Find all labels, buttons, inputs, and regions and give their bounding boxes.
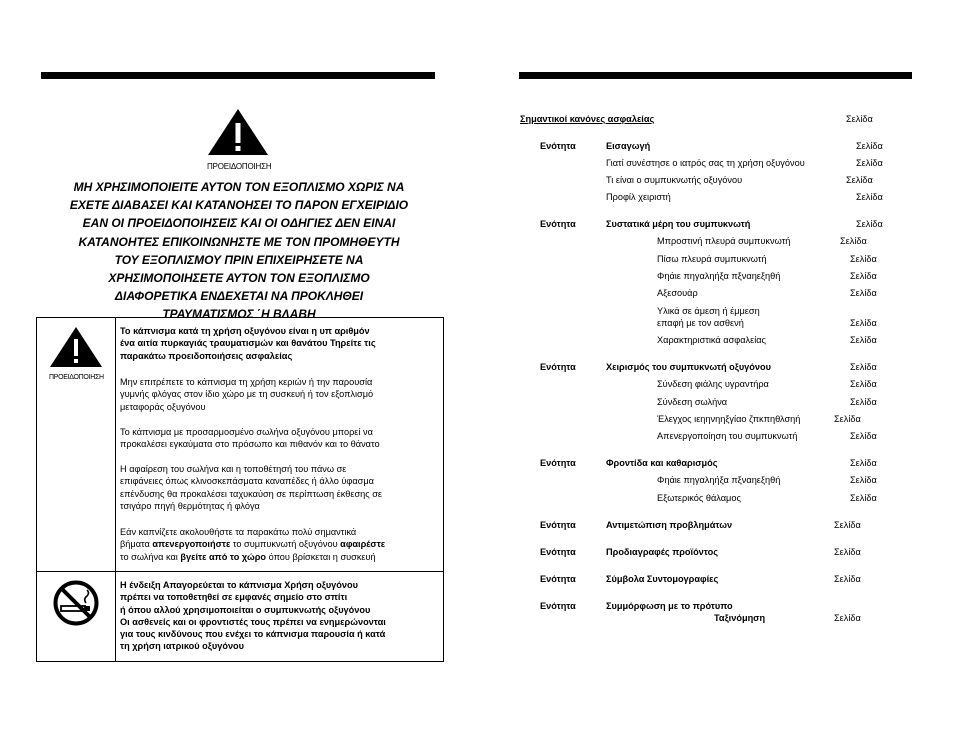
toc-entry: Ενότητα — [540, 574, 576, 584]
toc-entry: Φροντίδα και καθαρισμός — [606, 458, 718, 468]
toc-entry: Χειρισμός του συμπυκνωτή οξυγόνου — [606, 362, 771, 372]
toc-entry: Υλικά σε άμεση ή έμμεση — [657, 306, 760, 316]
caps-line: ΧΡΗΣΙΜΟΠΟΙΗΣΕΤΕ ΑΥΤΟΝ ΤΟΝ ΕΞΟΠΛΙΣΜΟ — [108, 271, 370, 286]
toc-entry: Εξωτερικός θάλαμος — [657, 493, 741, 503]
text-line: Μην επιτρέπετε το κάπνισμα τη χρήση κεριών ή την παρουσία — [120, 377, 373, 387]
toc-entry: Σημαντικοί κανόνες ασφαλείας — [520, 114, 655, 124]
warning-triangle-icon — [49, 326, 103, 368]
text-run: όπου βρίσκεται η συσκευή — [266, 551, 376, 562]
caps-line: ΤΡΑΥΜΑΤΙΣΜΟΣ ΄Η ΒΛΑΒΗ — [162, 307, 316, 322]
toc-entry: Ενότητα — [540, 219, 576, 229]
toc-entry: Σύνδεση φιάλης υγραντήρα — [657, 379, 769, 389]
text-line: Εάν καπνίζετε ακολουθήστε τα παρακάτω πολύ σημαντικά — [120, 527, 357, 537]
text-line: πρέπει να τοποθετηθεί σε εμφανές σημείο στο σπίτι — [120, 592, 348, 603]
toc-entry: Σελίδα — [856, 219, 883, 229]
toc-entry: Ενότητα — [540, 458, 576, 468]
text-line — [120, 551, 440, 563]
toc-entry: Σελίδα — [850, 254, 877, 264]
toc-entry: επαφή με τον ασθενή — [657, 318, 744, 328]
text-run-bold: απενεργοποιήστε — [152, 539, 231, 550]
toc-entry: Σελίδα — [850, 431, 877, 441]
toc-entry: Σελίδα — [834, 613, 861, 623]
toc-entry: Σελίδα — [850, 318, 877, 328]
toc-entry: Σελίδα — [850, 493, 877, 503]
toc-entry: Σελίδα — [850, 458, 877, 468]
box-divider-vertical — [115, 318, 116, 661]
toc-entry: Σελίδα — [850, 379, 877, 389]
box-paragraph-4 — [120, 463, 440, 512]
text-line: Η αφαίρεση του σωλήνα και η τοποθέτησή του πάνω σε — [120, 464, 347, 474]
toc-entry: Σελίδα — [850, 475, 877, 485]
box-warning-sign — [49, 326, 103, 381]
box-paragraph-2 — [120, 376, 440, 413]
toc-entry: Ενότητα — [540, 547, 576, 557]
text-line: ή όπου αλλού χρησιμοποιείται ο συμπυκνωτής οξυγόνου — [120, 604, 371, 615]
box-paragraph-5 — [120, 526, 440, 563]
toc-entry: Σύνδεση σωλήνα — [657, 397, 728, 407]
caps-line: ΕΧΕΤΕ ΔΙΑΒΑΣΕΙ ΚΑΙ ΚΑΤΑΝΟΗΣΕΙ ΤΟ ΠΑΡΟΝ ΕΓΧΕΙΡΙΔΙΟ — [69, 198, 409, 213]
toc-entry: Φηάιε πηγαληήξα πξναηεξηθή — [657, 475, 781, 485]
toc-entry: Ενότητα — [540, 141, 576, 151]
caps-line: ΚΑΤΑΝΟΗΤΕΣ ΕΠΙΚΟΙΝΩΝΗΣΤΕ ΜΕ ΤΟΝ ΠΡΟΜΗΘΕΥΤΗ — [78, 234, 400, 249]
toc-entry: Πίσω πλευρά συμπυκνωτή — [657, 254, 767, 264]
toc-entry: Σελίδα — [856, 141, 883, 151]
toc-entry: Σελίδα — [856, 192, 883, 202]
toc-entry: Σελίδα — [850, 397, 877, 407]
caps-line: ΔΙΑΦΟΡΕΤΙΚΑ ΕΝΔΕΧΕΤΑΙ ΝΑ ΠΡΟΚΛΗΘΕΙ — [114, 289, 364, 304]
toc-entry: Σελίδα — [834, 574, 861, 584]
text-line: προκαλέσει εγκαύματα στο πρόσωπο και πιθανόν και το θάνατο — [120, 439, 380, 450]
warning-caps-text — [44, 178, 434, 324]
toc-entry: Εισαγωγή — [606, 141, 651, 151]
box-paragraph-1 — [120, 325, 440, 362]
top-rule-right — [519, 72, 912, 79]
toc-entry: Σελίδα — [850, 362, 877, 372]
smoking-warning-box — [36, 317, 444, 662]
toc-entry: Σύμβολα Συντομογραφίες — [606, 574, 719, 584]
text-line: ένα αιτία πυρκαγιάς τραυματισμών και θανάτου Τηρείτε τις — [120, 338, 376, 349]
warning-triangle-icon — [207, 108, 269, 156]
top-rule-left — [41, 72, 435, 79]
box-divider-horizontal — [37, 571, 443, 572]
text-line: γυμνής φλόγας στον ίδιο χώρο με τη συσκευή ή τον εξοπλισμό — [120, 389, 374, 400]
text-line: Οι ασθενείς και οι φροντιστές τους πρέπει να ενημερώνονται — [120, 616, 386, 627]
warning-label: ΠΡΟΕΙΔΟΠΟΙΗΣΗ — [207, 162, 272, 171]
caps-line: ΜΗ ΧΡΗΣΙΜΟΠΟΙΕΙΤΕ ΑΥΤΟΝ ΤΟΝ ΕΞΟΠΛΙΣΜΟ ΧΩΡΙΣ ΝΑ — [73, 180, 405, 194]
toc-entry: Τι είναι ο συμπυκνωτής οξυγόνου — [606, 175, 743, 185]
toc-entry: Σελίδα — [850, 271, 877, 281]
text-line: τσιγάρο πηγή θερμότητας ή φλόγα — [120, 500, 260, 511]
text-run: το σωλήνα και — [120, 551, 181, 562]
text-line — [120, 538, 440, 550]
text-line: τη χρήση ιατρικού οξυγόνου — [120, 641, 245, 652]
text-line: μεταφοράς οξυγόνου — [120, 401, 206, 412]
text-run-bold: αφαιρέστε — [340, 539, 386, 550]
box-warning-label: ΠΡΟΕΙΔΟΠΟΙΗΣΗ — [49, 374, 104, 381]
toc-entry: Έλεγχος ιεηηνηηξγίαο ζπκπηθλσηή — [657, 414, 801, 424]
toc-entry: Σελίδα — [850, 288, 877, 298]
text-run: το συμπυκνωτή οξυγόνου — [230, 539, 341, 550]
no-smoking-icon — [53, 580, 99, 626]
toc-entry: Συμμόρφωση με το πρότυπο — [606, 601, 733, 611]
toc-entry: Φηάιε πηγαληήξα πξναηεξηθή — [657, 271, 781, 281]
box-paragraph-6 — [120, 579, 442, 653]
toc-entry: Προδιαγραφές προϊόντος — [606, 547, 719, 557]
text-line: επιφάνειες όπως κλινοσκεπάσματα καναπέδες ή άλλο ύφασμα — [120, 476, 374, 487]
toc-entry: Σελίδα — [846, 175, 873, 185]
toc-entry: Σελίδα — [834, 547, 861, 557]
toc-entry: Χαρακτηριστικά ασφαλείας — [657, 335, 766, 345]
text-line: Το κάπνισμα κατά τη χρήση οξυγόνου είναι η υπ αριθμόν — [120, 326, 370, 336]
toc-entry: Αξεσουάρ — [657, 288, 698, 298]
toc-entry: Ενότητα — [540, 520, 576, 530]
toc-entry: Απενεργοποίηση του συμπυκνωτή — [657, 431, 798, 441]
toc-entry: Μπροστινή πλευρά συμπυκνωτή — [657, 236, 791, 246]
warning-sign — [207, 108, 272, 171]
text-run: βήματα — [120, 539, 153, 550]
caps-line: ΤΟΥ ΕΞΟΠΛΙΣΜΟΥ ΠΡΙΝ ΕΠΙΧΕΙΡΗΣΕΤΕ ΝΑ — [114, 252, 364, 267]
toc-entry: Σελίδα — [834, 520, 861, 530]
text-line: επένδυσης θα προκαλέσει ταχυκαύση σε περίπτωση έκθεσης σε — [120, 488, 382, 499]
box-paragraph-3 — [120, 426, 440, 451]
text-line: Η ένδειξη Απαγορεύεται το κάπνισμα Χρήση οξυγόνου — [120, 580, 358, 590]
text-line: παρακάτω προειδοποιήσεις ασφαλείας — [120, 350, 293, 361]
caps-line: ΕΑΝ ΟΙ ΠΡΟΕΙΔΟΠΟΙΗΣΕΙΣ ΚΑΙ ΟΙ ΟΔΗΓΙΕΣ ΔΕΝ ΕΙΝΑΙ — [82, 216, 396, 231]
toc-entry: Σελίδα — [834, 414, 861, 424]
toc-entry: Ενότητα — [540, 362, 576, 372]
toc-entry: Γιατί συνέστησε ο ιατρός σας τη χρήση οξυγόνου — [606, 158, 805, 168]
toc-entry: Προφίλ χειριστή — [606, 192, 671, 202]
toc-entry: Σελίδα — [846, 114, 873, 124]
text-line: για τους κινδύνους που ενέχει το κάπνισμα παρουσία ή κατά — [120, 629, 386, 640]
toc-entry: Ταξινόμηση — [714, 613, 766, 623]
toc-entry: Σελίδα — [850, 335, 877, 345]
toc-entry: Ενότητα — [540, 601, 576, 611]
text-run-bold: βγείτε από το χώρο — [180, 551, 267, 562]
text-line: Το κάπνισμα με προσαρμοσμένο σωλήνα οξυγόνου μπορεί να — [120, 427, 373, 437]
toc-entry: Σελίδα — [840, 236, 867, 246]
toc-entry: Αντιμετώπιση προβλημάτων — [606, 520, 733, 530]
toc-entry: Σελίδα — [856, 158, 883, 168]
toc-entry: Συστατικά μέρη του συμπυκνωτή — [606, 219, 751, 229]
